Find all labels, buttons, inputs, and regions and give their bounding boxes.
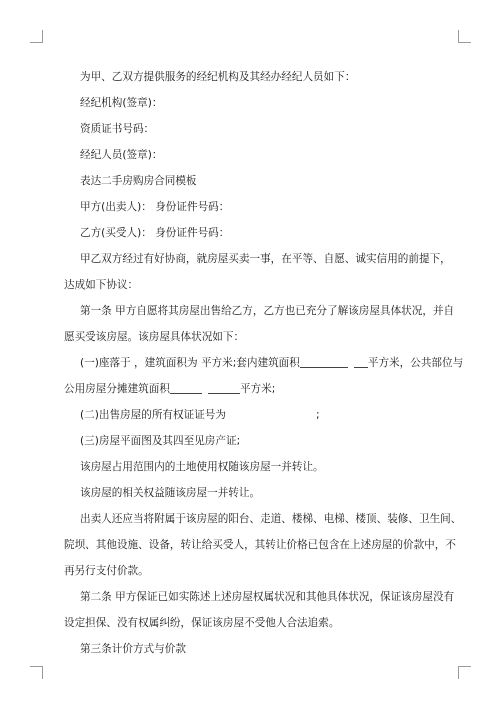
floor-plan-line: (三)房屋平面图及其四至见房产证;	[80, 435, 241, 447]
public-area-text: 平方米，公共部位与	[367, 357, 464, 369]
article-one-cont: 愿买受该房屋。该房屋具体状况如下：	[64, 331, 245, 343]
article-one: 第一条 甲方自愿将其房屋出售给乙方，乙方也已充分了解该房屋具体状况，并自	[80, 305, 455, 317]
article-two-cont: 设定担保、没有权属纠纷，保证该房屋不受他人合法追索。	[64, 617, 340, 629]
agency-signature-line: 经纪机构(签章)：	[80, 97, 163, 109]
corner-mark-top-right	[458, 30, 471, 43]
party-b-line: 乙方(买受人)： 身份证件号码：	[80, 227, 230, 239]
inner-area-blank	[300, 357, 348, 368]
attached-facilities-line: 出卖人还应当将附属于该房屋的阳台、走道、楼梯、电梯、楼顶、装修、卫生间、	[80, 513, 462, 525]
certificate-number-line	[80, 408, 450, 422]
corner-mark-top-left	[30, 30, 43, 43]
rights-transfer-line: 该房屋的相关权益随该房屋一并转让。	[80, 487, 261, 499]
paragraph-negotiation-cont: 达成如下协议：	[64, 279, 139, 291]
shared-area-blank-2	[208, 383, 240, 394]
agent-signature-line: 经纪人员(签章)：	[80, 149, 163, 161]
property-location-line	[80, 356, 464, 370]
attached-facilities-end: 再另行支付价款。	[64, 565, 149, 577]
corner-mark-bottom-left	[30, 666, 43, 679]
article-two: 第二条 甲方保证已如实陈述上述房屋权属状况和其他具体状况，保证该房屋没有	[80, 591, 455, 603]
location-area-text: (一)座落于 ，建筑面积为 平方米;套内建筑面积	[80, 357, 300, 369]
qualification-number-line: 资质证书号码：	[80, 123, 155, 135]
shared-area-line	[64, 382, 434, 396]
shared-area-text: 公用房屋分摊建筑面积	[64, 383, 170, 395]
shared-area-unit: 平方米;	[239, 383, 276, 395]
paragraph-negotiation: 甲乙双方经过有好协商，就房屋买卖一事，在平等、自愿、诚实信用的前提下，	[80, 253, 451, 265]
attached-facilities-cont: 院坝、其他设施、设备，转让给买受人，其转让价格已包含在上述房屋的价款中，不	[64, 539, 456, 551]
corner-mark-bottom-right	[458, 666, 471, 679]
certificate-number-end: ;	[315, 409, 320, 421]
article-three-heading: 第三条计价方式与价款	[80, 643, 186, 655]
inner-area-blank-2	[354, 357, 368, 368]
party-a-line: 甲方(出卖人)： 身份证件号码：	[80, 201, 230, 213]
document-title: 表达二手房购房合同模板	[80, 175, 197, 187]
certificate-number-text: (二)出售房屋的所有权证证号为	[80, 409, 226, 421]
land-use-line: 该房屋占用范围内的土地使用权随该房屋一并转让。	[80, 461, 324, 473]
paragraph-intro: 为甲、乙双方提供服务的经纪机构及其经办经纪人员如下：	[80, 71, 356, 83]
shared-area-blank	[170, 383, 202, 394]
